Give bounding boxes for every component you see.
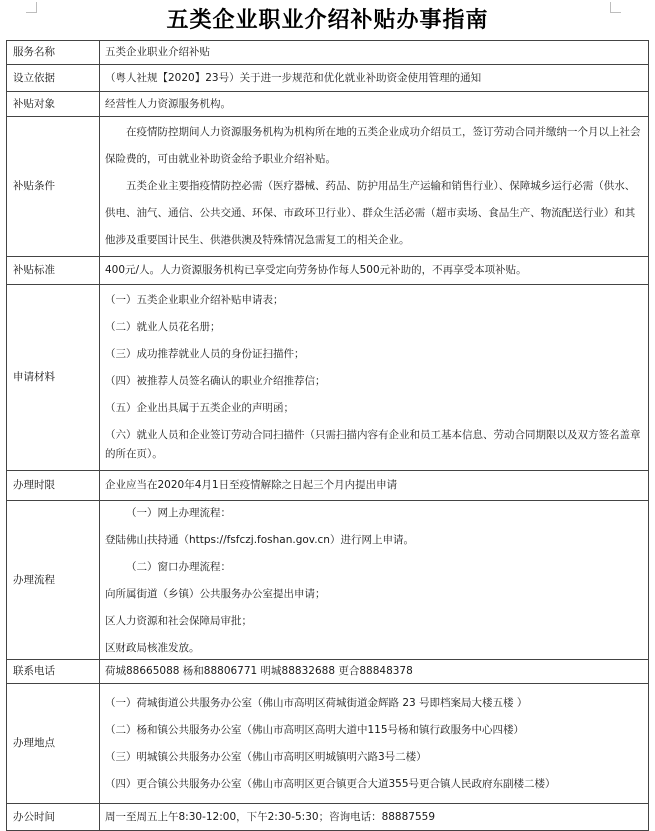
table-row (7, 471, 649, 501)
process-online-title: （一）网上办理流程： (126, 506, 231, 519)
row-value: 周一至周五上午8:30-12:00，下午2:30-5:30；咨询电话：88887559 (100, 804, 649, 831)
row-label: 补贴对象 (7, 92, 100, 117)
list-item: （四）被推荐人员签名确认的职业介绍推荐信； (105, 375, 326, 387)
list-item: （一）五类企业职业介绍补贴申请表； (105, 294, 284, 306)
row-label: 补贴标准 (7, 257, 100, 285)
conditions-cell (100, 117, 649, 257)
guide-table (6, 40, 649, 831)
table-row (7, 92, 649, 117)
row-value: 企业应当在2020年4月1日至疫情解除之日起三个月内提出申请 (100, 471, 649, 501)
row-label: 设立依据 (7, 65, 100, 92)
row-value: （粤人社规【2020】23号）关于进一步规范和优化就业补助资金使用管理的通知 (100, 65, 649, 92)
row-label: 补贴条件 (7, 117, 100, 257)
process-step: 向所属街道（乡镇）公共服务办公室提出申请； (105, 587, 326, 600)
list-item: （四）更合镇公共服务办公室（佛山市高明区更合镇更合大道355号更合镇人民政府东副楼二楼） (105, 778, 556, 790)
process-step: 区人力资源和社会保障局审批； (105, 614, 252, 627)
paragraph: 五类企业主要指疫情防控必需（医疗器械、药品、防护用品生产运输和销售行业）、保障城乡运行必需（供水、供电、油气、通信、公共交通、环保、市政环卫行业）、群众生活必需（超市卖场、食品生产、物流配送行业）和其他涉及重要国计民生、供港供澳及特殊情况急需复工的相关企业。 (105, 180, 636, 246)
table-row (7, 257, 649, 285)
row-label: 办公时间 (7, 804, 100, 831)
list-item: （五）企业出具属于五类企业的声明函； (105, 402, 294, 414)
row-label: 服务名称 (7, 41, 100, 65)
materials-cell (100, 285, 649, 471)
row-value: 五类企业职业介绍补贴 (100, 41, 649, 65)
list-item: （三）明城镇公共服务办公室（佛山市高明区明城镇明六路3号二楼） (105, 751, 427, 763)
table-row (7, 117, 649, 257)
list-item: （三）成功推荐就业人员的身份证扫描件； (105, 348, 305, 360)
row-value: 经营性人力资源服务机构。 (100, 92, 649, 117)
paragraph: 在疫情防控期间人力资源服务机构为机构所在地的五类企业成功介绍员工，签订劳动合同并缴纳一个月以上社会保险费的，可由就业补助资金给予职业介绍补贴。 (105, 126, 641, 165)
table-row (7, 660, 649, 684)
row-label: 办理流程 (7, 501, 100, 660)
list-item: （二）杨和镇公共服务办公室（佛山市高明区高明大道中115号杨和镇行政服务中心四楼） (105, 724, 525, 736)
row-value: 400元/人。人力资源服务机构已享受定向劳务协作每人500元补助的，不再享受本项补贴。 (100, 257, 649, 285)
process-window-title: （二）窗口办理流程： (126, 560, 231, 573)
process-cell (100, 501, 649, 660)
row-value: 荷城88665088 杨和88806771 明城88832688 更合88848378 (100, 660, 649, 684)
row-label: 办理地点 (7, 684, 100, 804)
locations-cell (100, 684, 649, 804)
table-row (7, 804, 649, 831)
process-online-text: 登陆佛山扶持通（https://fsfczj.foshan.gov.cn）进行网上申请。 (105, 533, 414, 546)
page-title: 五类企业职业介绍补贴办事指南 (166, 7, 489, 33)
row-label: 联系电话 (7, 660, 100, 684)
table-row (7, 285, 649, 471)
list-item: （二）就业人员花名册； (105, 321, 221, 333)
table-row (7, 684, 649, 804)
row-label: 申请材料 (7, 285, 100, 471)
process-step: 区财政局核准发放。 (105, 641, 200, 654)
list-item: （六）就业人员和企业签订劳动合同扫描件（只需扫描内容有企业和员工基本信息、劳动合同期限以及双方签名盖章的所在页）。 (105, 429, 641, 460)
table-row (7, 501, 649, 660)
table-row (7, 41, 649, 65)
row-label: 办理时限 (7, 471, 100, 501)
list-item: （一）荷城街道公共服务办公室（佛山市高明区荷城街道金辉路 23 号即档案局大楼五楼 ） (105, 697, 528, 709)
table-row (7, 65, 649, 92)
